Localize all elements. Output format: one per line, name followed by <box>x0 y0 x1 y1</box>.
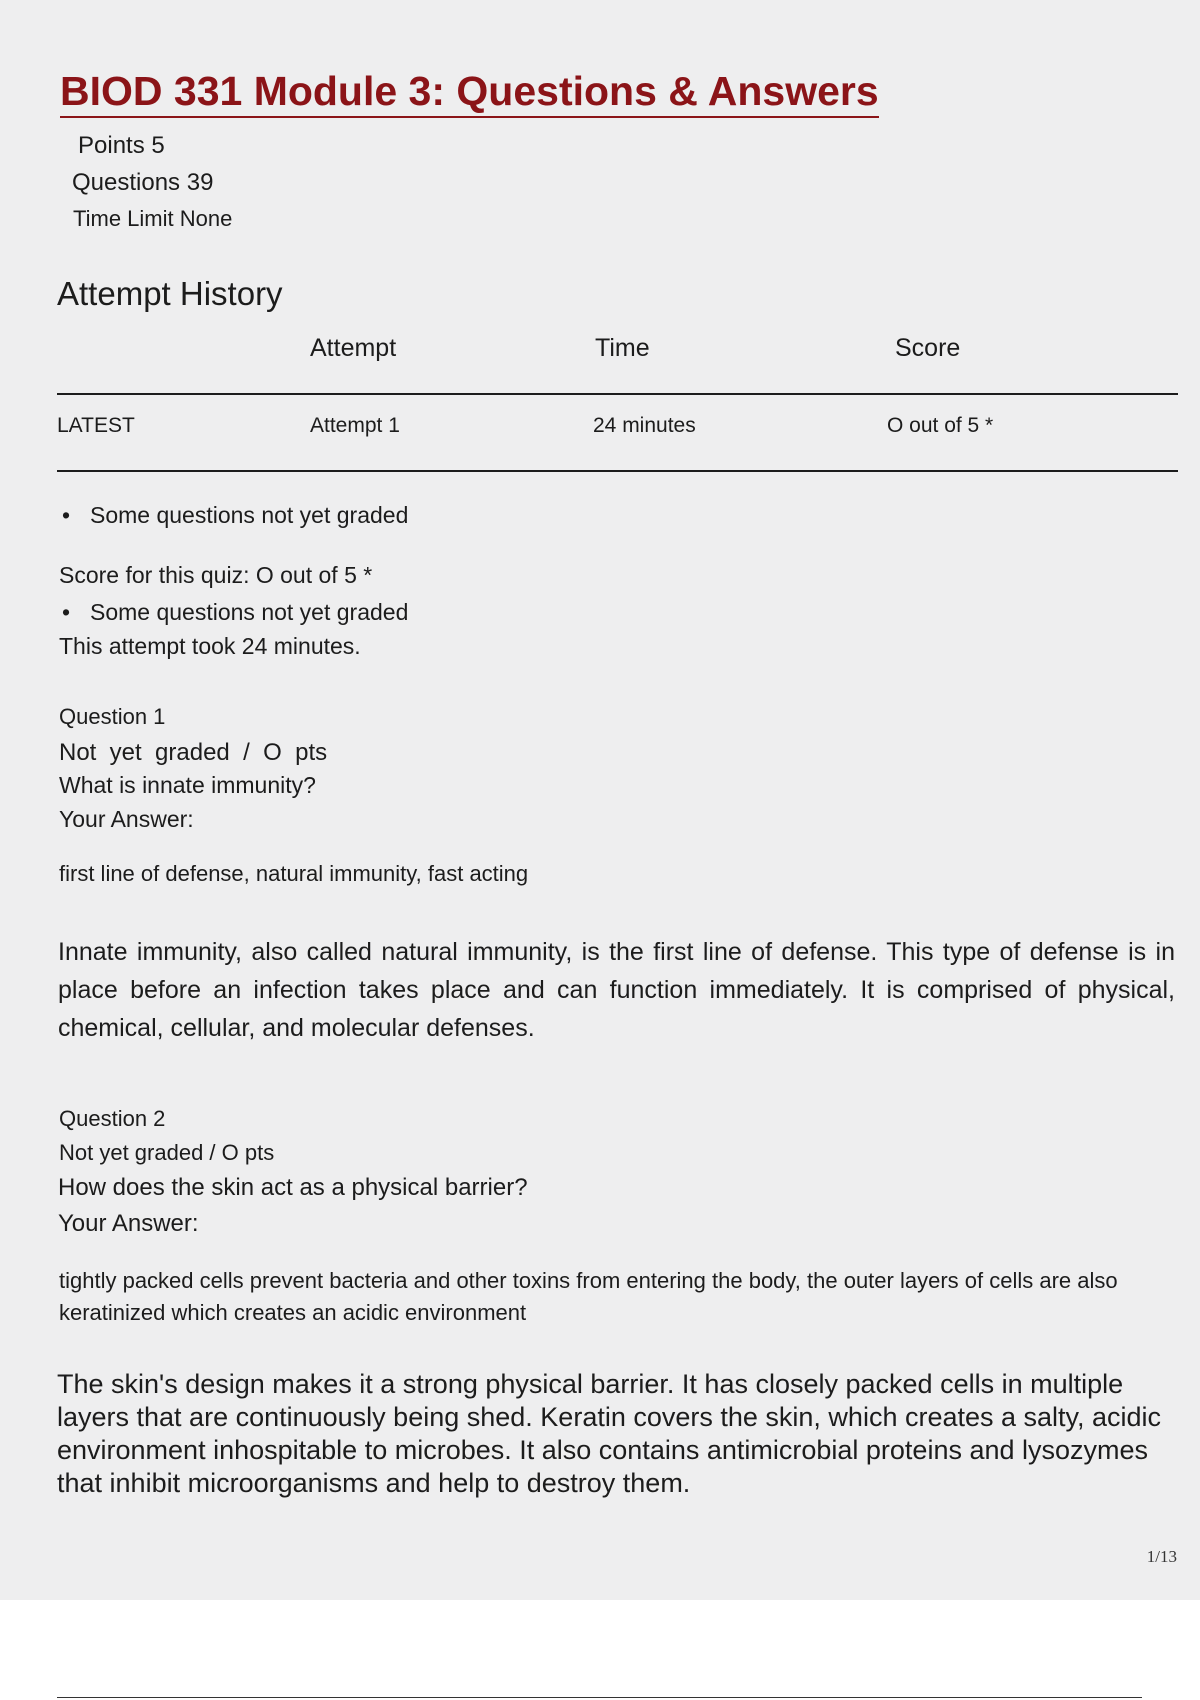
bullet-icon: • <box>62 599 71 625</box>
answer-text: tightly packed cells prevent bacteria and other toxins from entering the body, the outer layers of cells are also keratinized which creates an acidic environment <box>59 1268 1118 1325</box>
question-number: Question 1 <box>59 704 166 729</box>
question-status: Not yet graded / O pts <box>59 739 328 766</box>
quiz-score-line: Score for this quiz: O out of 5 * <box>59 562 373 588</box>
question-number: Question 2 <box>59 1106 166 1131</box>
not-graded-note: Some questions not yet graded <box>90 502 409 528</box>
time-limit-info: Time Limit None <box>73 206 233 231</box>
column-header-time: Time <box>595 334 650 362</box>
answer-label: Your Answer: <box>59 806 194 832</box>
points-info: Points 5 <box>78 132 165 159</box>
question-prompt: How does the skin act as a physical barrier? <box>58 1174 528 1201</box>
table-bottom-rule <box>57 470 1178 472</box>
answer-label: Your Answer: <box>58 1210 199 1237</box>
answer-text: first line of defense, natural immunity, fast acting <box>59 861 529 886</box>
not-graded-note: Some questions not yet graded <box>90 599 409 625</box>
bullet-icon: • <box>62 502 71 528</box>
attempt-score: O out of 5 * <box>887 414 994 437</box>
question-prompt: What is innate immunity? <box>59 772 316 798</box>
question-status: Not yet graded / O pts <box>59 1140 275 1165</box>
column-header-score: Score <box>895 334 961 362</box>
explanation-text: Innate immunity, also called natural immunity, is the first line of defense. This type of defense is in place before an infection takes place and can function immediately. It is comprised of physical, chemical, cellular, and molecular defenses. <box>58 938 1175 1042</box>
list-item <box>62 502 408 529</box>
questions-info: Questions 39 <box>72 169 214 196</box>
page-divider <box>57 1697 1142 1698</box>
attempt-time: 24 minutes <box>593 414 696 437</box>
page-title: BIOD 331 Module 3: Questions & Answers <box>60 66 879 118</box>
table-top-rule <box>57 393 1178 395</box>
attempt-history-heading: Attempt History <box>57 275 283 312</box>
attempt-link[interactable]: Attempt 1 <box>310 414 400 437</box>
column-header-attempt: Attempt <box>310 334 397 362</box>
attempt-duration: This attempt took 24 minutes. <box>59 633 361 659</box>
row-label-latest: LATEST <box>57 414 135 437</box>
explanation-text: The skin's design makes it a strong physical barrier. It has closely packed cells in multiple layers that are continuously being shed. Keratin covers the skin, which creates a salty, acidic environment inhospitable to microbes. It also contains antimicrobial proteins and lysozymes that inhibit microorganisms and help to destroy them. <box>57 1369 1162 1498</box>
page-number: 1/13 <box>1146 1547 1177 1566</box>
list-item <box>62 599 408 626</box>
